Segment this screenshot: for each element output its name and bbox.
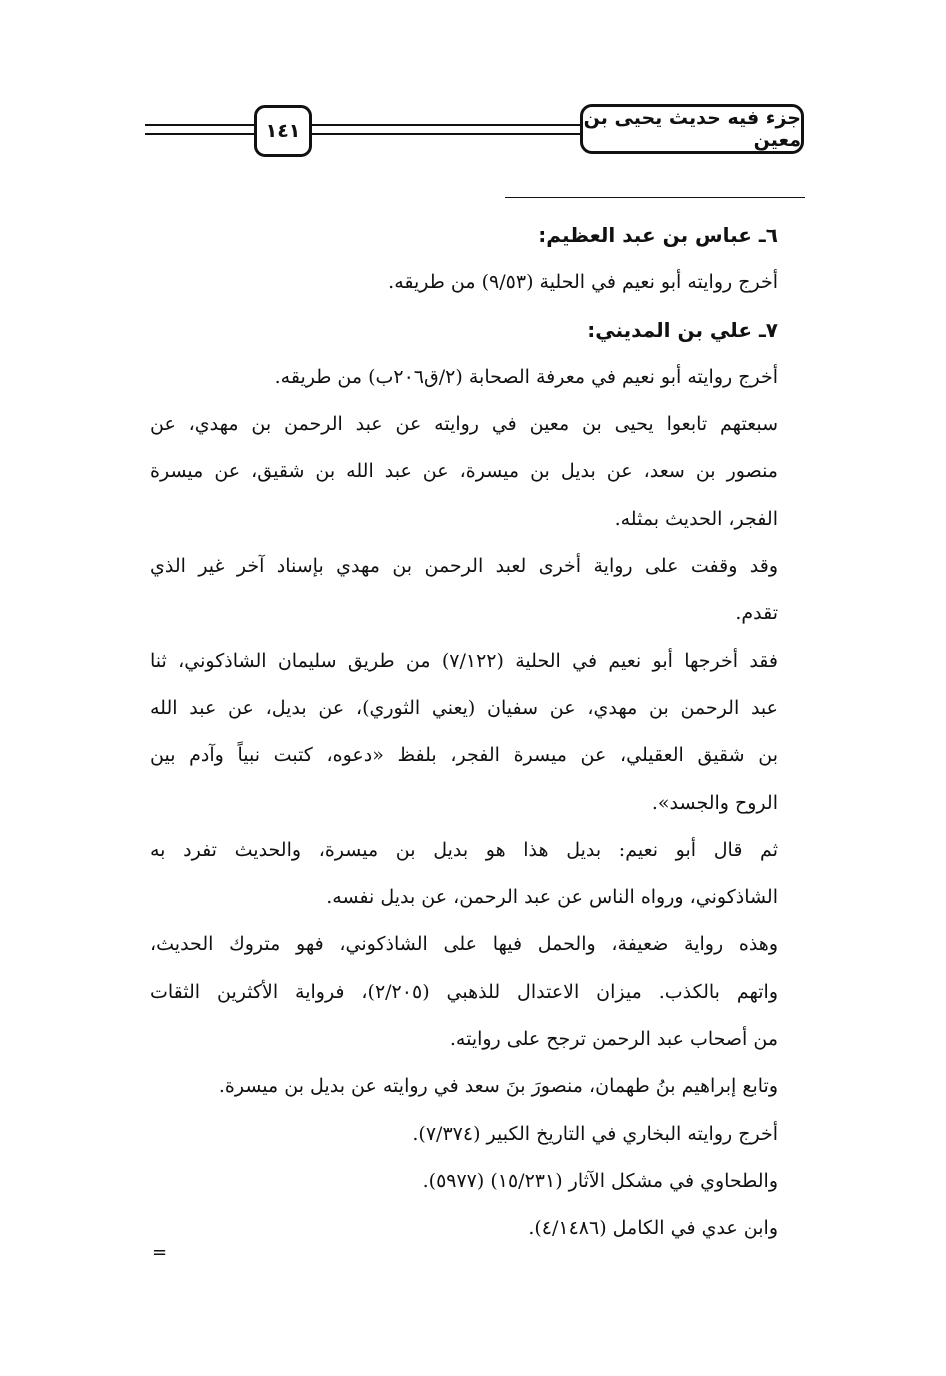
text-line: تقدم.: [735, 602, 778, 625]
text-line: وهذه رواية ضعيفة، والحمل فيها على الشاذكوني، فهو متروك الحديث،: [150, 933, 778, 956]
page-number-text: ١٤١: [265, 120, 301, 142]
running-title-text: جزء فيه حديث يحيى بن معين: [583, 107, 801, 151]
text-line: الفجر، الحديث بمثله.: [614, 507, 778, 530]
text-line: وتابع إبراهيم بنُ طهمان، منصورَ بنَ سعد في روايته عن بديل بن ميسرة.: [218, 1075, 778, 1098]
text-line: فقد أخرجها أبو نعيم في الحلية (٧/١٢٢) من طريق سليمان الشاذكوني، ثنا: [150, 649, 778, 672]
text-line: من أصحاب عبد الرحمن ترجح على روايته.: [449, 1028, 778, 1051]
running-title: [580, 104, 804, 154]
text-line: أخرج روايته أبو نعيم في معرفة الصحابة (٢/ق٢٠٦ب) من طريقه.: [274, 365, 778, 388]
text-line: منصور بن سعد، عن بديل بن ميسرة، عن عبد الله بن شقيق، عن ميسرة: [150, 460, 778, 483]
text-line: أخرج روايته البخاري في التاريخ الكبير (٧/٣٧٤).: [412, 1122, 778, 1145]
text-line: الروح والجسد».: [651, 791, 778, 814]
text-line: سبعتهم تابعوا يحيى بن معين في روايته عن عبد الرحمن بن مهدي، عن: [150, 413, 778, 436]
header-rule-left-bottom: [145, 133, 254, 135]
content-top-rule: [505, 197, 805, 198]
text-line: الشاذكوني، ورواه الناس عن عبد الرحمن، عن بديل نفسه.: [326, 886, 778, 909]
page-body: [150, 212, 778, 1253]
text-line: أخرج روايته أبو نعيم في الحلية (٩/٥٣) من طريقه.: [388, 271, 778, 294]
text-line: وقد وقفت على رواية أخرى لعبد الرحمن بن مهدي بإسناد آخر غير الذي: [150, 555, 778, 578]
text-line: عبد الرحمن بن مهدي، عن سفيان (يعني الثوري)، عن بديل، عن عبد الله: [150, 696, 778, 719]
text-line: واتهم بالكذب. ميزان الاعتدال للذهبي (٢/٢٠٥)، فرواية الأكثرين الثقات: [150, 980, 778, 1003]
section-heading-ali: ٧ـ علي بن المديني:: [587, 317, 778, 342]
page-number: [254, 105, 312, 157]
text-line: وابن عدي في الكامل (٤/١٤٨٦).: [528, 1217, 778, 1240]
page-header: [0, 0, 946, 170]
section-heading-abbas: ٦ـ عباس بن عبد العظيم:: [538, 223, 778, 247]
text-line: والطحاوي في مشكل الآثار (١٥/٢٣١) (٥٩٧٧).: [422, 1169, 778, 1192]
text-line: ثم قال أبو نعيم: بديل هذا هو بديل بن ميسرة، والحديث تفرد به: [150, 838, 778, 861]
header-rule-middle-top: [312, 124, 580, 126]
header-rule-middle-bottom: [312, 133, 580, 135]
text-line: بن شقيق العقيلي، عن ميسرة الفجر، بلفظ «دعوه، كتبت نبياً وآدم بين: [150, 744, 778, 767]
header-rule-left-top: [145, 124, 254, 126]
footnote-continuation-mark: =: [152, 1242, 168, 1263]
